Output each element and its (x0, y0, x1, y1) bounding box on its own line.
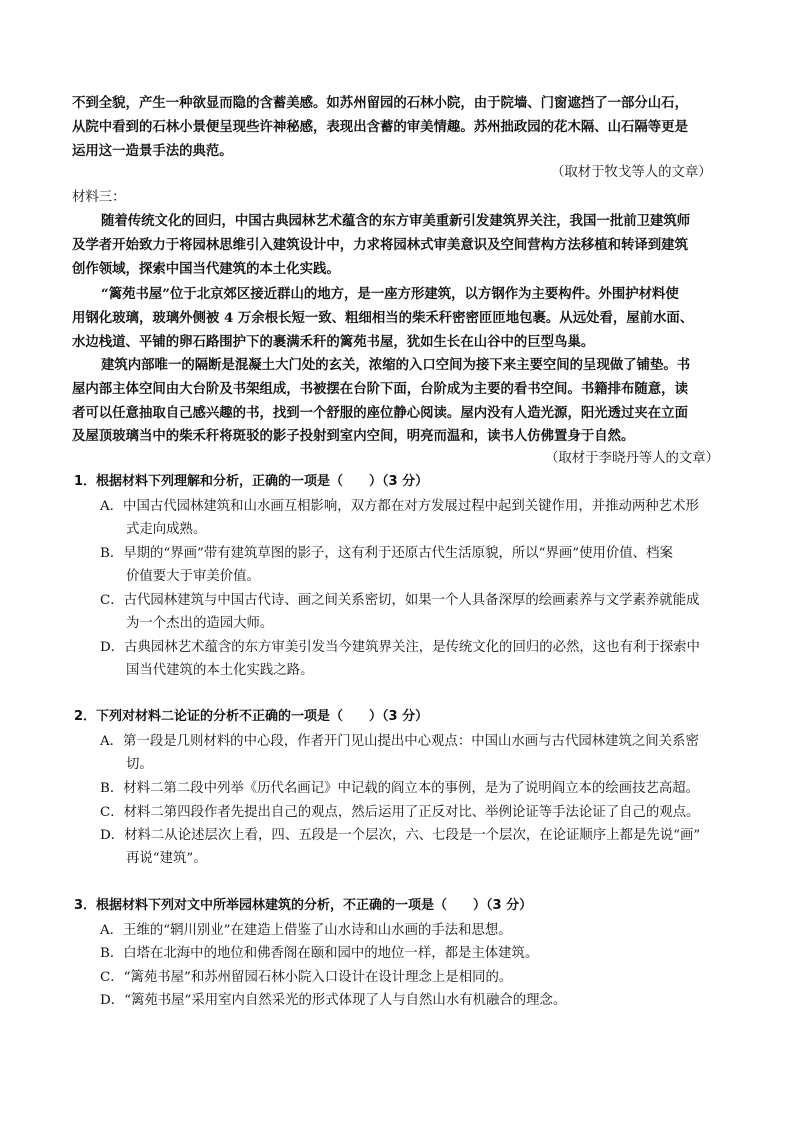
q2-option-a-cont: 切。 (126, 757, 153, 772)
material2-source: （取材于牧戈等人的文章） (551, 165, 712, 180)
material3-line-7: 建筑内部唯一的隔断是混凝土大门处的玄关，浓缩的入口空间为接下来主要空间的呈现做了铺垫。书 (101, 357, 691, 373)
q1-option-b: B．早期的“界画”带有建筑草图的影子，这有利于还原古代生活原貌，所以“界画”使用价值、档案 (100, 546, 673, 561)
material2-line-1: 不到全貌，产生一种欲显而隐的含蓄美感。如苏州留园的石林小院，由于院墙、门窗遮挡了一部分山石， (72, 95, 688, 111)
q2-option-a: A．第一段是几则材料的中心段，作者开门见山提出中心观点：中国山水画与古代园林建筑之间关系密 (100, 734, 699, 749)
material3-line-1: 随着传统文化的回归，中国古典园林艺术蕴含的东方审美重新引发建筑界关注，我国一批前卫建筑师 (101, 213, 691, 229)
material2-line-3: 运用这一造景手法的典范。 (72, 143, 233, 159)
q1-option-c-cont: 为一个杰出的造园大师。 (126, 616, 274, 631)
q2-option-b: B．材料二第二段中列举《历代名画记》中记载的阎立本的事例，是为了说明阎立本的绘画技艺高超。 (100, 781, 700, 796)
material3-line-3: 创作领域，探索中国当代建筑的本土化实践。 (72, 261, 340, 277)
q3-option-c: C．“篱苑书屋”和苏州留园石林小院入口设计在设计理念上是相同的。 (100, 970, 513, 985)
material2-line-2: 从院中看到的石林小景便呈现些许神秘感，表现出含蓄的审美情趣。苏州拙政园的花木隔、山石隔等更是 (72, 119, 688, 135)
q1-option-a-cont: 式走向成熟。 (126, 522, 207, 537)
q3-option-b: B．白塔在北海中的地位和佛香阁在颐和园中的地位一样，都是主体建筑。 (100, 946, 539, 961)
q1-option-d-cont: 国当代建筑的本土化实践之路。 (126, 663, 314, 678)
material3-source: （取材于李晓丹等人的文章） (545, 451, 720, 466)
material3-line-6: 水边栈道、平铺的卵石路围护下的裹满禾秆的篱苑书屋，犹如生长在山谷中的巨型鸟巢。 (72, 334, 595, 350)
material3-line-5: 用钢化玻璃，玻璃外侧被 4 万余根长短一致、粗细相当的柴禾秆密密匝匝地包裹。从远处看，屋前水面、 (72, 310, 694, 326)
q1-option-b-cont: 价值要大于审美价值。 (126, 569, 260, 584)
q3-option-d: D．“篱苑书屋”采用室内自然采光的形式体现了人与自然山水有机融合的理念。 (100, 993, 567, 1008)
q2-stem: 2．下列对材料二论证的分析不正确的一项是（ ）（3 分） (74, 709, 429, 724)
material3-line-8: 屋内部主体空间由大台阶及书架组成，书被摆在台阶下面，台阶成为主要的看书空间。书籍排布随意，读 (72, 381, 688, 397)
q3-stem: 3．根据材料下列对文中所举园林建筑的分析，不正确的一项是（ ）（3 分） (74, 898, 533, 913)
q3-option-a: A．王维的“辋川别业”在建造上借鉴了山水诗和山水画的手法和思想。 (100, 923, 512, 938)
material3-line-2: 及学者开始致力于将园林思维引入建筑设计中，力求将园林式审美意识及空间营构方法移植和转译到建筑 (72, 237, 688, 253)
q1-stem: 1．根据材料下列理解和分析，正确的一项是（ ）（3 分） (74, 474, 429, 489)
q1-option-a: A．中国古代园林建筑和山水画互相影响，双方都在对方发展过程中起到关键作用，并推动两种艺术形 (100, 499, 699, 514)
q1-option-d: D．古典园林艺术蕴含的东方审美引发当今建筑界关注，是传统文化的回归的必然，这也有利于探索中 (100, 640, 700, 655)
q2-option-d-cont: 再说“建筑”。 (126, 851, 207, 866)
q2-option-c: C．材料二第四段作者先提出自己的观点，然后运用了正反对比、举例论证等手法论证了自己的观点。 (100, 805, 700, 820)
q2-option-d: D．材料二从论述层次上看，四、五段是一个层次，六、七段是一个层次，在论证顺序上都是先说“画” (100, 828, 701, 843)
material3-line-4: “篱苑书屋”位于北京郊区接近群山的地方，是一座方形建筑，以方钢作为主要构件。外围护材料使 (101, 286, 679, 302)
material3-heading: 材料三： (72, 190, 126, 205)
q1-option-c: C．古代园林建筑与中国古代诗、画之间关系密切，如果一个人具备深厚的绘画素养与文学素养就能成 (100, 593, 700, 608)
material3-line-10: 及屋顶玻璃当中的柴禾秆将斑驳的影子投射到室内空间，明亮而温和，读书人仿佛置身于自然。 (72, 428, 635, 444)
material3-line-9: 者可以任意抽取自己感兴趣的书，找到一个舒服的座位静心阅读。屋内没有人造光源，阳光透过夹在立面 (72, 405, 688, 421)
